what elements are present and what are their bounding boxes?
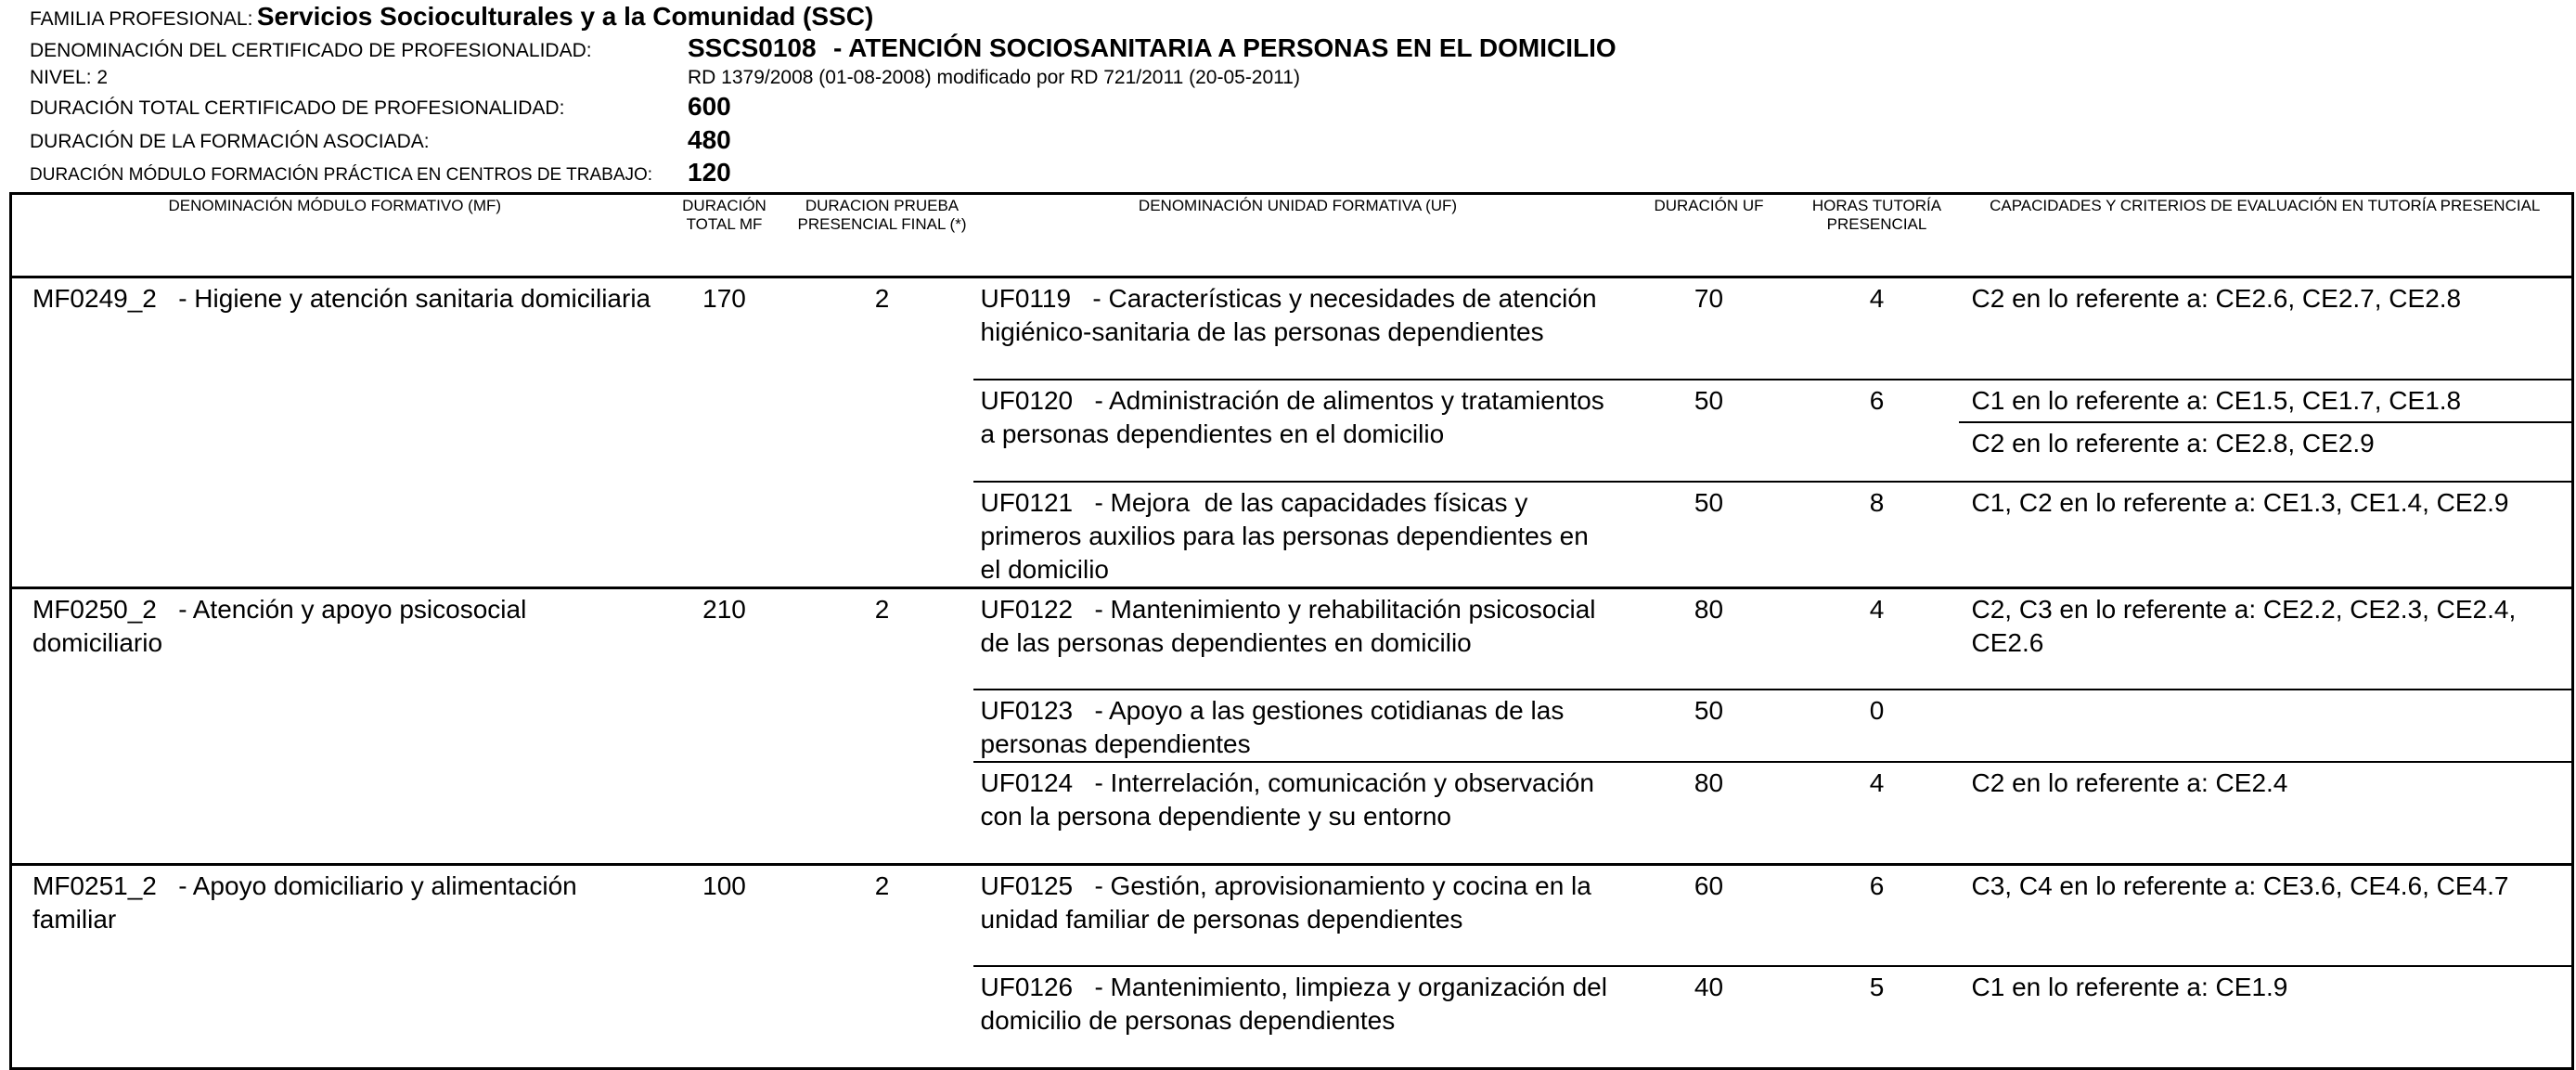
uf-tutoria: 4: [1869, 284, 1885, 313]
uf-tutoria: 0: [1796, 690, 1959, 762]
col-header-capacidades: CAPACIDADES Y CRITERIOS DE EVALUACIÓN EN TUTORÍA PRESENCIAL: [1990, 197, 2541, 214]
uf-name: UF0125 - Gestión, aprovisionamiento y cocina en la unidad familiar de personas dependientes: [980, 870, 1599, 934]
denominacion-value-line: [688, 33, 1616, 63]
mf-total: 170: [702, 284, 746, 313]
uf-tutoria: 4: [1796, 762, 1959, 864]
duracion-total-label: DURACIÓN TOTAL CERTIFICADO DE PROFESIONALIDAD:: [30, 97, 565, 119]
uf-capacidades: C2 en lo referente a: CE2.8, CE2.9: [1959, 422, 2573, 482]
duracion-formacion-label: DURACIÓN DE LA FORMACIÓN ASOCIADA:: [30, 131, 430, 152]
mf-prueba: 2: [874, 870, 890, 900]
uf-duracion: 80: [1694, 594, 1724, 624]
uf-capacidades: C3, C4 en lo referente a: CE3.6, CE4.6, CE4.7: [1971, 870, 2509, 900]
uf-name: UF0119 - Características y necesidades de atención higiénico-sanitaria de las personas dependientes: [980, 284, 1604, 346]
mf-name: MF0250_2 - Atención y apoyo psicosocial domiciliario: [32, 594, 535, 657]
uf-name: UF0120 - Administración de alimentos y tratamientos a personas dependientes en el domicilio: [973, 380, 1623, 482]
uf-name: UF0121 - Mejora de las capacidades físicas y primeros auxilios para las personas dependientes en el domicilio: [973, 482, 1623, 588]
modules-table: [9, 192, 2574, 1070]
uf-capacidades: C1 en lo referente a: CE1.5, CE1.7, CE1.8: [1959, 380, 2573, 422]
duracion-formacion-value: 480: [688, 125, 731, 154]
uf-tutoria: 6: [1796, 380, 1959, 482]
col-header-duracion-uf: DURACIÓN UF: [1654, 197, 1764, 214]
col-header-total-mf: DURACIÓN TOTAL MF: [682, 197, 766, 233]
rd-text: RD 1379/2008 (01-08-2008) modificado por RD 721/2011 (20-05-2011): [688, 67, 1300, 88]
uf-duracion: 70: [1694, 284, 1724, 313]
certificate-title: - ATENCIÓN SOCIOSANITARIA A PERSONAS EN EL DOMICILIO: [833, 33, 1616, 62]
col-header-mf: DENOMINACIÓN MÓDULO FORMATIVO (MF): [168, 197, 502, 214]
duracion-practica-value: 120: [688, 158, 731, 187]
uf-capacidades: C2, C3 en lo referente a: CE2.2, CE2.3, CE2.4, CE2.6: [1971, 594, 2517, 657]
mf-prueba: 2: [874, 284, 890, 313]
mf-total: 210: [702, 594, 746, 624]
uf-name: UF0122 - Mantenimiento y rehabilitación psicosocial de las personas dependientes en domicilio: [980, 594, 1604, 657]
uf-tutoria: 8: [1796, 482, 1959, 588]
col-header-horas-tutoria: HORAS TUTORÍA PRESENCIAL: [1811, 197, 1942, 233]
duracion-total-value: 600: [688, 92, 731, 121]
uf-duracion: 50: [1623, 482, 1796, 588]
uf-tutoria: 5: [1796, 966, 1959, 1068]
col-header-prueba: DURACION PRUEBA PRESENCIAL FINAL (*): [797, 197, 967, 233]
denominacion-label: DENOMINACIÓN DEL CERTIFICADO DE PROFESIONALIDAD:: [30, 40, 592, 61]
uf-capacidades: [1959, 690, 2573, 762]
col-header-uf: DENOMINACIÓN UNIDAD FORMATIVA (UF): [1138, 197, 1458, 214]
uf-name: UF0126 - Mantenimiento, limpieza y organización del domicilio de personas dependientes: [973, 966, 1623, 1068]
table-row: [11, 864, 2573, 966]
mf-prueba: 2: [874, 594, 890, 624]
familia-label: FAMILIA PROFESIONAL:: [30, 8, 253, 30]
uf-name: UF0123 - Apoyo a las gestiones cotidianas de las personas dependientes: [973, 690, 1623, 762]
familia-value: Servicios Socioculturales y a la Comunidad (SSC): [256, 2, 874, 31]
certificate-code: SSCS0108: [688, 33, 817, 62]
table-row: [11, 277, 2573, 380]
uf-capacidades: C2 en lo referente a: CE2.6, CE2.7, CE2.8: [1971, 284, 2462, 313]
uf-duracion: 50: [1623, 690, 1796, 762]
familia-line: [30, 2, 873, 32]
mf-total: 100: [702, 870, 746, 900]
nivel-label: NIVEL: 2: [30, 67, 109, 88]
uf-duracion: 80: [1623, 762, 1796, 864]
uf-duracion: 50: [1623, 380, 1796, 482]
uf-capacidades: C2 en lo referente a: CE2.4: [1959, 762, 2573, 864]
table-row: [11, 587, 2573, 690]
uf-capacidades: C1, C2 en lo referente a: CE1.3, CE1.4, CE2.9: [1959, 482, 2573, 588]
duracion-practica-label: DURACIÓN MÓDULO FORMACIÓN PRÁCTICA EN CENTROS DE TRABAJO:: [30, 165, 653, 185]
table-header-row: [11, 194, 2573, 277]
mf-name: MF0249_2 - Higiene y atención sanitaria domiciliaria: [32, 284, 651, 313]
uf-tutoria: 4: [1869, 594, 1885, 624]
uf-name: UF0124 - Interrelación, comunicación y observación con la persona dependiente y su entorno: [973, 762, 1623, 864]
uf-tutoria: 6: [1869, 870, 1885, 900]
mf-name: MF0251_2 - Apoyo domiciliario y alimentación familiar: [32, 870, 585, 934]
uf-duracion: 40: [1623, 966, 1796, 1068]
uf-capacidades: C1 en lo referente a: CE1.9: [1959, 966, 2573, 1068]
uf-duracion: 60: [1694, 870, 1724, 900]
